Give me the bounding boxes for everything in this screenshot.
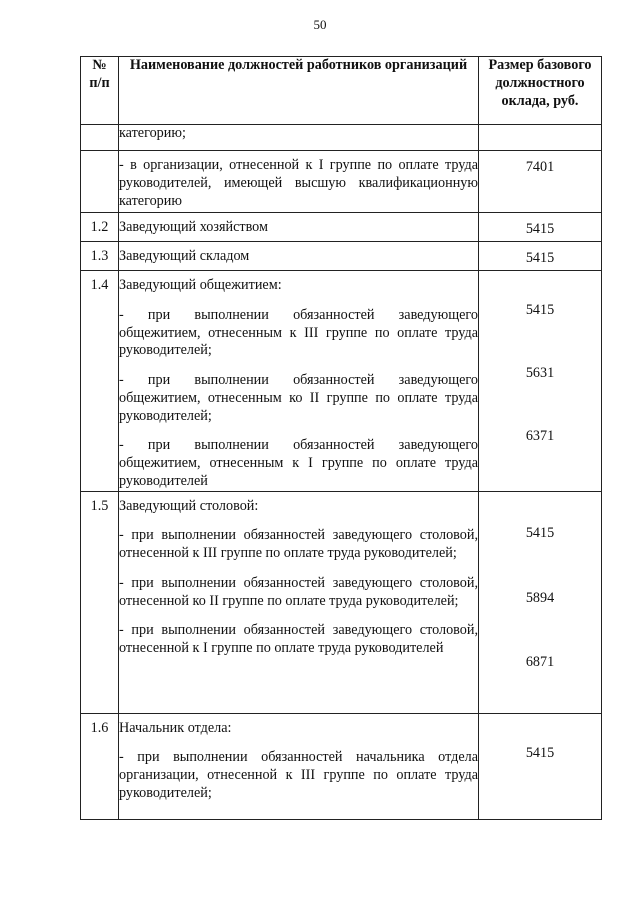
row-number: 1.3 [81,242,119,271]
row-position [119,713,479,819]
header-position-name [119,57,479,125]
row-position [119,271,479,492]
page-number: 50 [313,17,327,32]
row-salary: 5415 [479,242,602,271]
sub-item-salary: 5631 [525,365,555,381]
row-number: 1.6 [81,713,119,819]
sub-item: - при выполнении обязанностей заведующего общежитием, отнесенным ко II группе по оплате труда руководителей; [119,372,478,424]
sub-item-salary: 5415 [525,524,555,541]
table-row [81,713,602,819]
sub-item-salary: 5415 [525,744,555,761]
sub-item: - при выполнении обязанностей начальника отдела организации, отнесенной к III группе по оплате труда руководителей; [119,749,478,801]
sub-item: - при выполнении обязанностей заведующего общежитием, отнесенным к III группе по оплате труда руководителей; [119,306,478,359]
row-position [119,491,479,713]
sub-item-salary: 5894 [525,589,555,606]
sub-item-salary: 5415 [525,302,555,318]
row-salary [479,713,602,819]
row-position: категорию; [119,125,479,151]
table-row [81,151,602,213]
row-number: 1.4 [81,271,119,492]
header-number-text: № п/п [89,57,110,91]
table-row [81,271,602,492]
row-position: Заведующий хозяйством [119,213,479,242]
sub-item-salary: 6371 [525,428,555,444]
sub-item-salary: 6871 [525,653,555,670]
sub-item: - при выполнении обязанностей заведующего общежитием, отнесенным к I группе по оплате труда руководителей [119,437,478,489]
row-title: Заведующий общежитием: [119,277,282,293]
table-row [81,125,602,151]
header-number [81,57,119,125]
row-salary [479,491,602,713]
header-position-name-text: Наименование должностей работников организаций [129,57,468,73]
row-salary [479,125,602,151]
sub-item: - при выполнении обязанностей заведующего столовой, отнесенной к III группе по оплате труда руководителей; [119,527,478,561]
row-number: 1.2 [81,213,119,242]
table-row [81,213,602,242]
header-salary [479,57,602,125]
row-position: - в организации, отнесенной к I группе по оплате труда руководителей, имеющей высшую квалификационную категорию [119,151,479,213]
sub-item: - при выполнении обязанностей заведующего столовой, отнесенной ко II группе по оплате труда руководителей; [119,574,478,609]
row-position: Заведующий складом [119,242,479,271]
table-row [81,242,602,271]
row-number [81,151,119,213]
header-salary-text: Размер базового должностного оклада, руб. [488,57,592,109]
row-salary: 5415 [479,213,602,242]
row-title: Начальник отдела: [119,719,232,736]
table-header-row [81,57,602,125]
row-number: 1.5 [81,491,119,713]
row-salary: 7401 [479,151,602,213]
sub-item: - при выполнении обязанностей заведующего столовой, отнесенной к I группе по оплате труда руководителей [119,622,478,656]
salary-table [80,56,602,820]
row-number [81,125,119,151]
row-title: Заведующий столовой: [119,497,259,514]
table-row [81,491,602,713]
row-salary [479,271,602,492]
